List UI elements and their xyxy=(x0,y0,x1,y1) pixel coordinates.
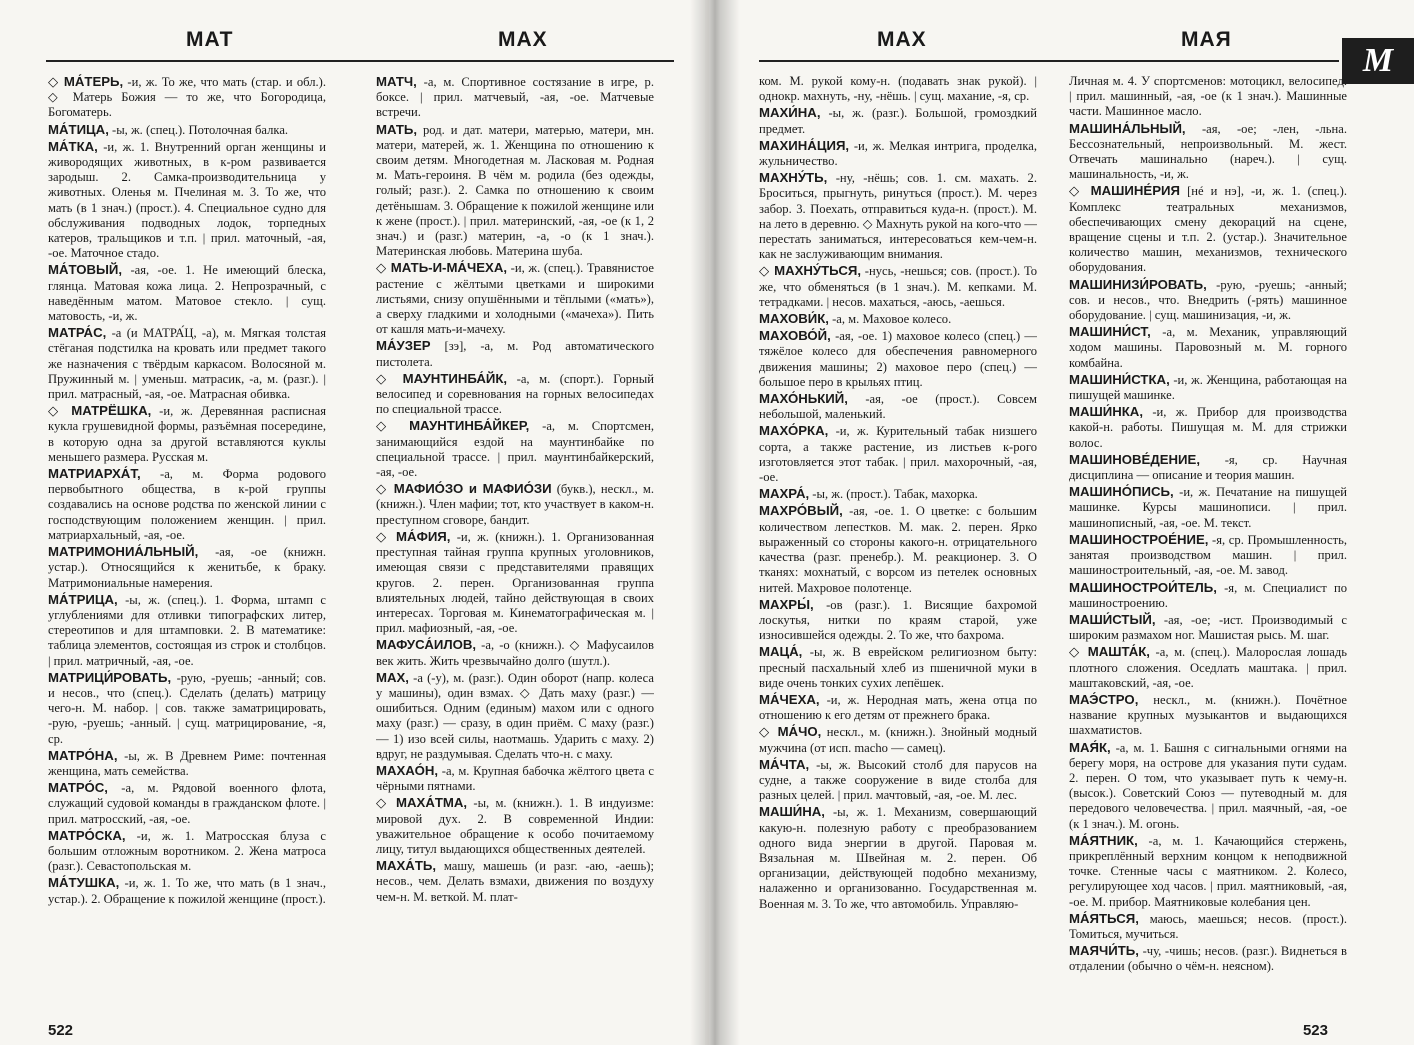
entry-headword: МАХИ́НА, xyxy=(759,105,821,121)
entry-definition: -ы, ж. В еврейском религиозном быту: пресный пасхальный хлеб из пшеничной муки в виде очень тонких сухих лепёшек. xyxy=(759,645,1037,690)
entry-definition: Личная м. 4. У спортсменов: мотоцикл, велосипед. | прил. машинный, -ая, -ое (к 1 знач.). Машинные части. Машинное масло. xyxy=(1069,74,1347,119)
dictionary-entry xyxy=(1069,121,1347,183)
entry-definition: -а, -о (книжн.). ◇ Мафусаилов век жить. Жить чрезвычайно долго (шутл.). xyxy=(376,638,654,668)
entry-definition: маюсь, маешься; несов. (прост.). Томиться, мучиться. xyxy=(1069,911,1347,941)
entry-definition: -а, м. Спортсмен, занимающийся ездой на маунтинбайке по специальной трассе. | прил. маунтинбайкерский, -ая, -ое. xyxy=(376,419,654,480)
dictionary-entry xyxy=(48,780,326,827)
entry-headword: МАШИНОВЕ́ДЕНИЕ, xyxy=(1069,451,1200,467)
entry-definition: -и, ж. То же, что мать (стар. и обл.). ◇ Матерь Божия — то же, что Богородица, Богоматерь. xyxy=(48,75,326,120)
entry-headword: МАШИНОСТРОЕ́НИЕ, xyxy=(1069,531,1209,547)
entry-definition: -а, м. Рядовой военного флота, служащий судовой команды в гражданском флоте. | прил. матросский, -ая, -ое. xyxy=(48,781,326,826)
column-2 xyxy=(376,74,654,1024)
dictionary-entry xyxy=(759,138,1037,169)
entry-headword: МАТЬ, xyxy=(376,121,418,137)
entry-definition: -а, м. 1. Башня с сигнальными огнями на берегу моря, на острове для указания пути судам. 2. перен. О том, что указывает путь к чему-н. (высок.). Советский Союз — путеводный м. для передового человечества. | прил. маячный, -ая, -ое (к 1 знач.). М. огонь. xyxy=(1069,740,1347,831)
dictionary-entry xyxy=(1069,484,1347,531)
entry-definition: -ая, -ое. 1. Не имеющий блеска, глянца. Матовая кожа лица. 2. Непрозрачный, с наведённым матом. Матовое стекло. | сущ. матовость, -и, ж. xyxy=(48,263,326,324)
dictionary-entry xyxy=(759,74,1037,104)
entry-headword: ◇ МАШИНЕ́РИЯ xyxy=(1069,183,1180,199)
entry-headword: МАЯ́К, xyxy=(1069,739,1111,755)
header-rule xyxy=(759,60,1339,62)
entry-definition: нескл., м. (книжн.). Почётное название крупных музыкантов и выдающихся шахматистов. xyxy=(1069,692,1347,738)
entry-headword: ◇ МАУНТИНБА́ЙКЕР, xyxy=(376,418,530,434)
column-1 xyxy=(48,74,326,1024)
header-rule xyxy=(46,60,674,62)
entry-definition: -и, ж. Неродная мать, жена отца по отношению к его детям от прежнего брака. xyxy=(759,692,1037,723)
entry-definition: -а, м. (спец.). Малорослая лошадь плотного сложения. Оседлать маштака. | прил. маштаковский, -ая, -ое. xyxy=(1069,645,1347,690)
entry-headword: МАФУСА́ИЛОВ, xyxy=(376,637,477,653)
entry-definition: -а, м. 1. Качающийся стержень, прикреплённый верхним концом к неподвижной точке. Стенные часы с маятником. 2. Колесо, регулирующее ход часов. | прил. маятниковый, -ая, -ое. М. прибор. Маятниковые колебания цен. xyxy=(1069,833,1347,909)
running-head-left: МАТ xyxy=(186,28,234,51)
dictionary-entry xyxy=(376,338,654,369)
running-head-right: МАХ xyxy=(498,28,548,51)
entry-definition: -ая, -ое. 1) маховое колесо (спец.) — тяжёлое колесо для обеспечения равномерного движения машины; 2) маховое перо (спец.) — большое перо в крыльях птиц. xyxy=(759,329,1037,389)
dictionary-entry xyxy=(1069,183,1347,275)
running-head-right: МАЯ xyxy=(1181,28,1232,51)
dictionary-entry xyxy=(1069,833,1347,910)
entry-definition: -и, ж. Курительный табак низшего сорта, а также растение, из листьев к-рого изготовляется этот табак. | прил. махорочный, -ая, -ое. xyxy=(759,424,1037,485)
dictionary-entry xyxy=(376,795,654,857)
entry-headword: МАТРО́СКА, xyxy=(48,827,126,843)
entry-definition: -и, ж. (спец.). Травянистое растение с жёлтыми цветками и широкими листьями, снизу опушёнными и тёплыми («мать»), а сверху гладкими и холодными («мачеха»). Пить от кашля мать-и-мачеху. xyxy=(376,261,654,337)
entry-definition: [зэ], -а, м. Род автоматического пистолета. xyxy=(376,339,654,369)
dictionary-entry xyxy=(48,828,326,875)
entry-definition: -я, ср. Научная дисциплина — описание и теория машин. xyxy=(1069,452,1347,483)
entry-definition: -я, ср. Промышленность, занятая производством машин. | прил. машиностроительный, -ая, -ое. М. завод. xyxy=(1069,532,1347,578)
running-head-left: МАХ xyxy=(877,28,927,51)
entry-headword: МАШИ́СТЫЙ, xyxy=(1069,611,1156,627)
entry-headword: МАШИ́НКА, xyxy=(1069,404,1143,420)
dictionary-entry xyxy=(376,670,654,762)
dictionary-entry xyxy=(376,418,654,480)
entry-definition: -рую, -руешь; -анный; сов. и несов., что (спец.). Сделать (делать) матрицу чего-н. М. набор. | сов. также заматрицировать, -рую, -руешь; -анный. | сущ. матрицирование, -я, ср. xyxy=(48,670,326,746)
dictionary-entry xyxy=(759,391,1037,422)
entry-headword: МАХАО́Н, xyxy=(376,762,439,778)
dictionary-entry xyxy=(759,423,1037,485)
dictionary-entry xyxy=(1069,404,1347,451)
dictionary-entry xyxy=(1069,74,1347,120)
entry-definition: -чу, -чишь; несов. (разг.). Виднеться в отдалении (обычно о чём-н. неясном). xyxy=(1069,944,1347,974)
entry-headword: МАХОВО́Й, xyxy=(759,328,831,344)
dictionary-entry xyxy=(1069,277,1347,324)
entry-definition: -я, м. Специалист по машиностроению. xyxy=(1069,580,1347,610)
entry-definition: -ая, -ое; -ист. Производимый с широким размахом ног. Машистая рысь. М. шаг. xyxy=(1069,612,1347,643)
entry-definition: -и, ж. 1. То же, что мать (в 1 знач., устар.). 2. Обращение к пожилой женщине (прост.). xyxy=(48,876,326,906)
entry-definition: -ы, ж. 1. Механизм, совершающий какую-н. полезную работу с преобразованием одного вида энергии в другой. Паровая м. Вязальная м. Швейная м. 2. перен. Об организации, действующей подобно механизму, налаженно и организованно. Государственная м. Военная м. 3. То же, что автомобиль. Управляю- xyxy=(759,805,1037,911)
dictionary-entry xyxy=(48,325,326,402)
dictionary-entry xyxy=(376,858,654,905)
entry-definition: -и, ж. Деревянная расписная кукла грушевидной формы, разъёмная посередине, в которую одна за другой вставляются куклы меньшего размера. Русская м. xyxy=(48,404,326,464)
dictionary-entry xyxy=(1069,452,1347,483)
dictionary-entry xyxy=(759,804,1037,911)
entry-definition: -и, ж. (книжн.). 1. Организованная преступная тайная группа крупных уголовников, имеющая связи с представителями правящих кругов. 2. перен. Организованная группа влиятельных людей, тайно действующая в своих интересах. Торговая м. Кинематографическая м. | прил. мафиозный, -ая, -ое. xyxy=(376,529,654,636)
entry-definition: -ы, ж. (прост.). Табак, махорка. xyxy=(812,487,978,502)
dictionary-entry xyxy=(759,311,1037,327)
entry-definition: -и, ж. Печатание на пишущей машинке. Курсы машинописи. | прил. машинописный, -ая, -ое. М. текст. xyxy=(1069,485,1347,530)
entry-headword: МАХНУ́ТЬ, xyxy=(759,170,828,186)
entry-definition: -ну, -нёшь; сов. 1. см. махать. 2. Броситься, прыгнуть, ринуться (прост.). М. через забор. 3. Поехать, отправиться куда-н. (прост.). М. на лето в деревню. ◇ Махнуть рукой на кого-что — перестать заниматься, интересоваться кем-чем-н. как не заслуживающим внимания. xyxy=(759,171,1037,262)
entry-definition: -нусь, -нешься; сов. (прост.). То же, что обменяться (в 1 знач.). М. кепками. М. тетрадками. | несов. махаться, -аюсь, -аешься. xyxy=(759,264,1037,309)
entry-headword: ◇ МАФИО́ЗО и МАФИО́ЗИ xyxy=(376,481,552,497)
entry-definition: -ы, м. (книжн.). 1. В индуизме: мировой дух. 2. В современной Индии: уважительное обращение к особо почитаемому лицу, титул выдающихся общественных деятелей. xyxy=(376,796,654,856)
dictionary-entry xyxy=(376,74,654,121)
entry-headword: ◇ МАХА́ТМА, xyxy=(376,795,468,811)
dictionary-entry xyxy=(1069,372,1347,403)
entry-headword: МАШИНИ́СТКА, xyxy=(1069,371,1170,387)
entry-definition: -ая, -ое; -лен, -льна. Бессознательный, непроизвольный. М. жест. Отвечать машинально (нареч.). | сущ. машинальность, -и, ж. xyxy=(1069,121,1347,182)
entry-definition: -ая, -ое (книжн. устар.). Относящийся к женитьбе, к браку. Матримониальные намерения. xyxy=(48,545,326,590)
left-page xyxy=(0,0,705,1045)
dictionary-entry xyxy=(376,763,654,794)
dictionary-entry xyxy=(48,139,326,262)
dictionary-entry xyxy=(48,466,326,543)
dictionary-entry xyxy=(1069,612,1347,643)
entry-headword: МАЭ́СТРО, xyxy=(1069,691,1139,707)
entry-headword: МАТРИМОНИА́ЛЬНЫЙ, xyxy=(48,544,199,560)
entry-definition: -а (-у), м. (разг.). Один оборот (напр. колеса у машины), один взмах. ◇ Дать маху (разг.) — ошибиться. Одним (единым) махом или с одного маху (разг.) — сразу, в один приём. С маху (разг.) — 1) изо всей силы, наотмашь. Ударить с маху. 2) вдруг, не раздумывая. Сделать что-н. с маху. xyxy=(376,670,654,761)
dictionary-entry xyxy=(1069,532,1347,579)
entry-headword: МА́ЯТНИК, xyxy=(1069,832,1138,848)
entry-headword: МАШИ́НА, xyxy=(759,804,825,820)
entry-definition: -а, м. Крупная бабочка жёлтого цвета с чёрными пятнами. xyxy=(376,763,654,794)
column-1 xyxy=(759,74,1037,1024)
entry-headword: МАШИНА́ЛЬНЫЙ, xyxy=(1069,120,1186,136)
entry-headword: МАХРЫ́, xyxy=(759,596,814,612)
dictionary-entry xyxy=(48,403,326,465)
dictionary-entry xyxy=(759,170,1037,262)
entry-definition: -ы, ж. (спец.). 1. Форма, штамп с углублениями для отливки типографских литер, стереотипов и для штамповки. 2. В математике: таблица элементов, состоящая из строк и столбцов. | прил. матричный, -ая, -ое. xyxy=(48,592,326,668)
dictionary-entry xyxy=(759,328,1037,390)
entry-definition: -а, м. Форма родового первобытного общества, в к-рой группы создавались на основе родства по женской линии с господствующим положением женщин. | прил. матриархальный, -ая, -ое. xyxy=(48,467,326,542)
dictionary-entry xyxy=(376,637,654,668)
entry-headword: МАХО́РКА, xyxy=(759,423,829,439)
dictionary-entry xyxy=(376,260,654,337)
entry-headword: ◇ МАТЬ-И-МА́ЧЕХА, xyxy=(376,260,508,276)
entry-definition: [нé и нэ], -и, ж. 1. (спец.). Комплекс театральных механизмов, обеспечивающих смену декораций на сцене, вращение сцены и т.п. 2. (устар.). Значительное количество машин, механизмов, технического оборудования. xyxy=(1069,184,1347,275)
page-number: 523 xyxy=(1302,1022,1328,1039)
entry-definition: род. и дат. матери, матерью, матери, мн. матери, матерей, ж. 1. Женщина по отношению к своим детям. Многодетная м. Ласковая м. Родная м. Мать-героиня. В чём м. родила (без одежды, голый; разг.). 2. Самка по отношению к своим детёнышам. 3. Обращение к пожилой женщине или к жене (прост.). | прил. материнский, -ая, -ое (к 1, 2 знач.) и (разг.) материн, -а, -о (к 1 знач.). Материнская любовь. Материна шуба. xyxy=(376,122,654,259)
entry-headword: МАХИНА́ЦИЯ, xyxy=(759,137,850,153)
entry-definition: -и, ж. Прибор для производства какой-н. работы. Пишущая м. М. для стрижки волос. xyxy=(1069,405,1347,450)
entry-definition: -и, ж. 1. Матросская блуза с большим отложным воротником. 2. Жена матроса (разг.). Севастопольская м. xyxy=(48,828,326,874)
dictionary-entry xyxy=(759,597,1037,644)
entry-headword: МА́ТРИЦА, xyxy=(48,591,118,607)
letter-tab: М xyxy=(1342,38,1414,84)
dictionary-entry xyxy=(48,592,326,669)
dictionary-entry xyxy=(48,670,326,747)
entry-headword: ◇ МАШТА́К, xyxy=(1069,644,1150,660)
entry-headword: МАТРИЦИ́РОВАТЬ, xyxy=(48,669,172,685)
entry-headword: МАХА́ТЬ, xyxy=(376,858,437,874)
entry-definition: -а, м. (спорт.). Горный велосипед и соревнования на горных велосипедах по специальной трассе. xyxy=(376,371,654,417)
entry-headword: МАЦА́, xyxy=(759,644,803,660)
entry-headword: МА́ТИЦА, xyxy=(48,121,109,137)
dictionary-entry xyxy=(48,544,326,591)
entry-headword: МА́ЯТЬСЯ, xyxy=(1069,910,1139,926)
dictionary-entry xyxy=(1069,943,1347,974)
entry-headword: ◇ МА́ЧО, xyxy=(759,724,822,740)
entry-definition: -а (и МАТРА́Ц, -а), м. Мягкая толстая стёганая подстилка на кровать или предмет такого же назначения с твёрдым каркасом. Волосяной м. Пружинный м. | уменьш. матрасик, -а, м. (разг.). | прил. матрасный, -ая, -ое. Матрасная обивка. xyxy=(48,326,326,402)
dictionary-entry xyxy=(1069,580,1347,611)
dictionary-entry xyxy=(376,529,654,636)
entry-definition: -а, м. Маховое колесо. xyxy=(832,312,952,327)
column-2 xyxy=(1069,74,1347,1024)
entry-definition: ком. М. рукой кому-н. (подавать знак рукой). | однокр. махнуть, -ну, -нёшь. | сущ. махание, -я, ср. xyxy=(759,74,1037,104)
entry-headword: МАТРА́С, xyxy=(48,325,107,341)
entry-headword: МА́ЧЕХА, xyxy=(759,691,820,707)
page-number: 522 xyxy=(48,1022,74,1039)
dictionary-entry xyxy=(48,122,326,138)
dictionary-entry xyxy=(376,371,654,418)
dictionary-entry xyxy=(1069,644,1347,691)
entry-definition: -ы, ж. Высокий столб для парусов на судне, а также сооружение в виде столба для разных целей. | прил. мачтовый, -ая, -ое. М. лес. xyxy=(759,757,1037,803)
entry-definition: -ы, ж. (разг.). Большой, громоздкий предмет. xyxy=(759,106,1037,136)
dictionary-entry xyxy=(48,262,326,324)
entry-definition: -и, ж. 1. Внутренний орган женщины и живородящих животных, в к-ром развивается зародыш. 2. Самка-производительница у животных. Оленья м. Пчелиная м. 3. То же, что мать (в 1 знач.) (прост.). 4. Специальное судно для обслуживания подводных лодок, торпедных катеров, тральщиков и т.п. | прил. маточный, -ая, -ое. Маточное стадо. xyxy=(48,139,326,261)
entry-headword: МАХО́НЬКИЙ, xyxy=(759,391,848,407)
dictionary-entry xyxy=(759,692,1037,723)
entry-headword: ◇ МА́ФИЯ, xyxy=(376,528,451,544)
entry-definition: -ая, -ое (прост.). Совсем небольшой, маленький. xyxy=(759,392,1037,422)
dictionary-entry xyxy=(1069,911,1347,942)
entry-headword: МАТРО́С, xyxy=(48,780,108,796)
entry-headword: МАТЧ, xyxy=(376,74,417,89)
entry-headword: МАЯЧИ́ТЬ, xyxy=(1069,943,1139,959)
entry-headword: МА́ТКА, xyxy=(48,138,98,154)
entry-headword: МАХРА́, xyxy=(759,486,810,502)
dictionary-entry xyxy=(376,481,654,528)
dictionary-entry xyxy=(759,263,1037,310)
entry-definition: -ая, -ое. 1. О цветке: с большим количеством лепестков. М. мак. 2. перен. Ярко выраженный со стороны какого-н. отрицательного качества (разг. пренебр.). М. реакционер. 3. О тканях: мохнатый, с ворсом из петелек основных нитей. Махровое полотенце. xyxy=(759,504,1037,595)
entry-definition: -и, ж. Мелкая интрига, проделка, жульничество. xyxy=(759,138,1037,169)
dictionary-entry xyxy=(759,644,1037,691)
entry-definition: -ы, ж. В Древнем Риме: почтенная женщина, мать семейства. xyxy=(48,748,326,778)
dictionary-entry xyxy=(1069,740,1347,832)
entry-definition: -а, м. Механик, управляющий ходом машины. Паровозный м. М. горного комбайна. xyxy=(1069,325,1347,370)
dictionary-entry xyxy=(759,724,1037,755)
entry-headword: ◇ МАУНТИНБА́ЙК, xyxy=(376,370,508,386)
entry-headword: МА́ТОВЫЙ, xyxy=(48,262,123,278)
entry-definition: -ы, ж. (спец.). Потолочная балка. xyxy=(112,122,289,137)
entry-headword: ◇ МАХНУ́ТЬСЯ, xyxy=(759,263,861,279)
entry-headword: МАТРО́НА, xyxy=(48,747,118,763)
entry-definition: нескл., м. (книжн.). Знойный модный мужчина (от исп. macho — самец). xyxy=(759,725,1037,755)
entry-headword: МАХРО́ВЫЙ, xyxy=(759,503,843,519)
entry-headword: МА́ЧТА, xyxy=(759,756,810,772)
entry-headword: МАХОВИ́К, xyxy=(759,311,829,327)
entry-headword: МАШИНИ́СТ, xyxy=(1069,324,1151,340)
entry-headword: МАТРИАРХА́Т, xyxy=(48,466,141,482)
dictionary-entry xyxy=(759,486,1037,502)
dictionary-entry xyxy=(48,875,326,906)
dictionary-entry xyxy=(376,122,654,260)
right-page xyxy=(709,0,1414,1045)
entry-headword: ◇ МАТРЁШКА, xyxy=(48,403,152,419)
dictionary-entry xyxy=(759,503,1037,595)
entry-headword: МА́ТУШКА, xyxy=(48,875,120,891)
entry-definition: -а, м. Спортивное состязание в игре, р. боксе. | прил. матчевый, -ая, -ое. Матчевые встречи. xyxy=(376,75,654,120)
dictionary-entry xyxy=(759,105,1037,136)
entry-definition: -рую, -руешь; -анный; сов. и несов., что. Внедрить (-рять) машинное оборудование. | сущ. машинизация, -и, ж. xyxy=(1069,277,1347,323)
entry-headword: ◇ МА́ТЕРЬ, xyxy=(48,74,124,89)
entry-headword: МА́УЗЕР xyxy=(376,338,431,354)
entry-headword: МАШИНО́ПИСЬ, xyxy=(1069,484,1174,500)
dictionary-entry xyxy=(759,757,1037,804)
entry-headword: МАХ, xyxy=(376,669,409,685)
entry-definition: -и, ж. Женщина, работающая на пишущей машинке. xyxy=(1069,372,1347,403)
dictionary-entry xyxy=(1069,692,1347,739)
entry-headword: МАШИНОСТРОИ́ТЕЛЬ, xyxy=(1069,579,1217,595)
entry-definition: машу, машешь (и разг. -аю, -аешь); несов., чем. Делать взмахи, движения по воздуху чем-н. М. веткой. М. плат- xyxy=(376,859,654,904)
dictionary-entry xyxy=(48,74,326,121)
entry-definition: -ов (разг.). 1. Висящие бахромой лоскутья, нитки по краям старой, уже износившейся одежды. 2. То же, что бахрома. xyxy=(759,597,1037,643)
dictionary-entry xyxy=(48,748,326,779)
entry-definition: (букв.), нескл., м. (книжн.). Член мафии; тот, кто участвует в каком-н. преступном сговоре, бандит. xyxy=(376,482,654,527)
dictionary-entry xyxy=(1069,324,1347,371)
entry-headword: МАШИНИЗИ́РОВАТЬ, xyxy=(1069,276,1207,292)
